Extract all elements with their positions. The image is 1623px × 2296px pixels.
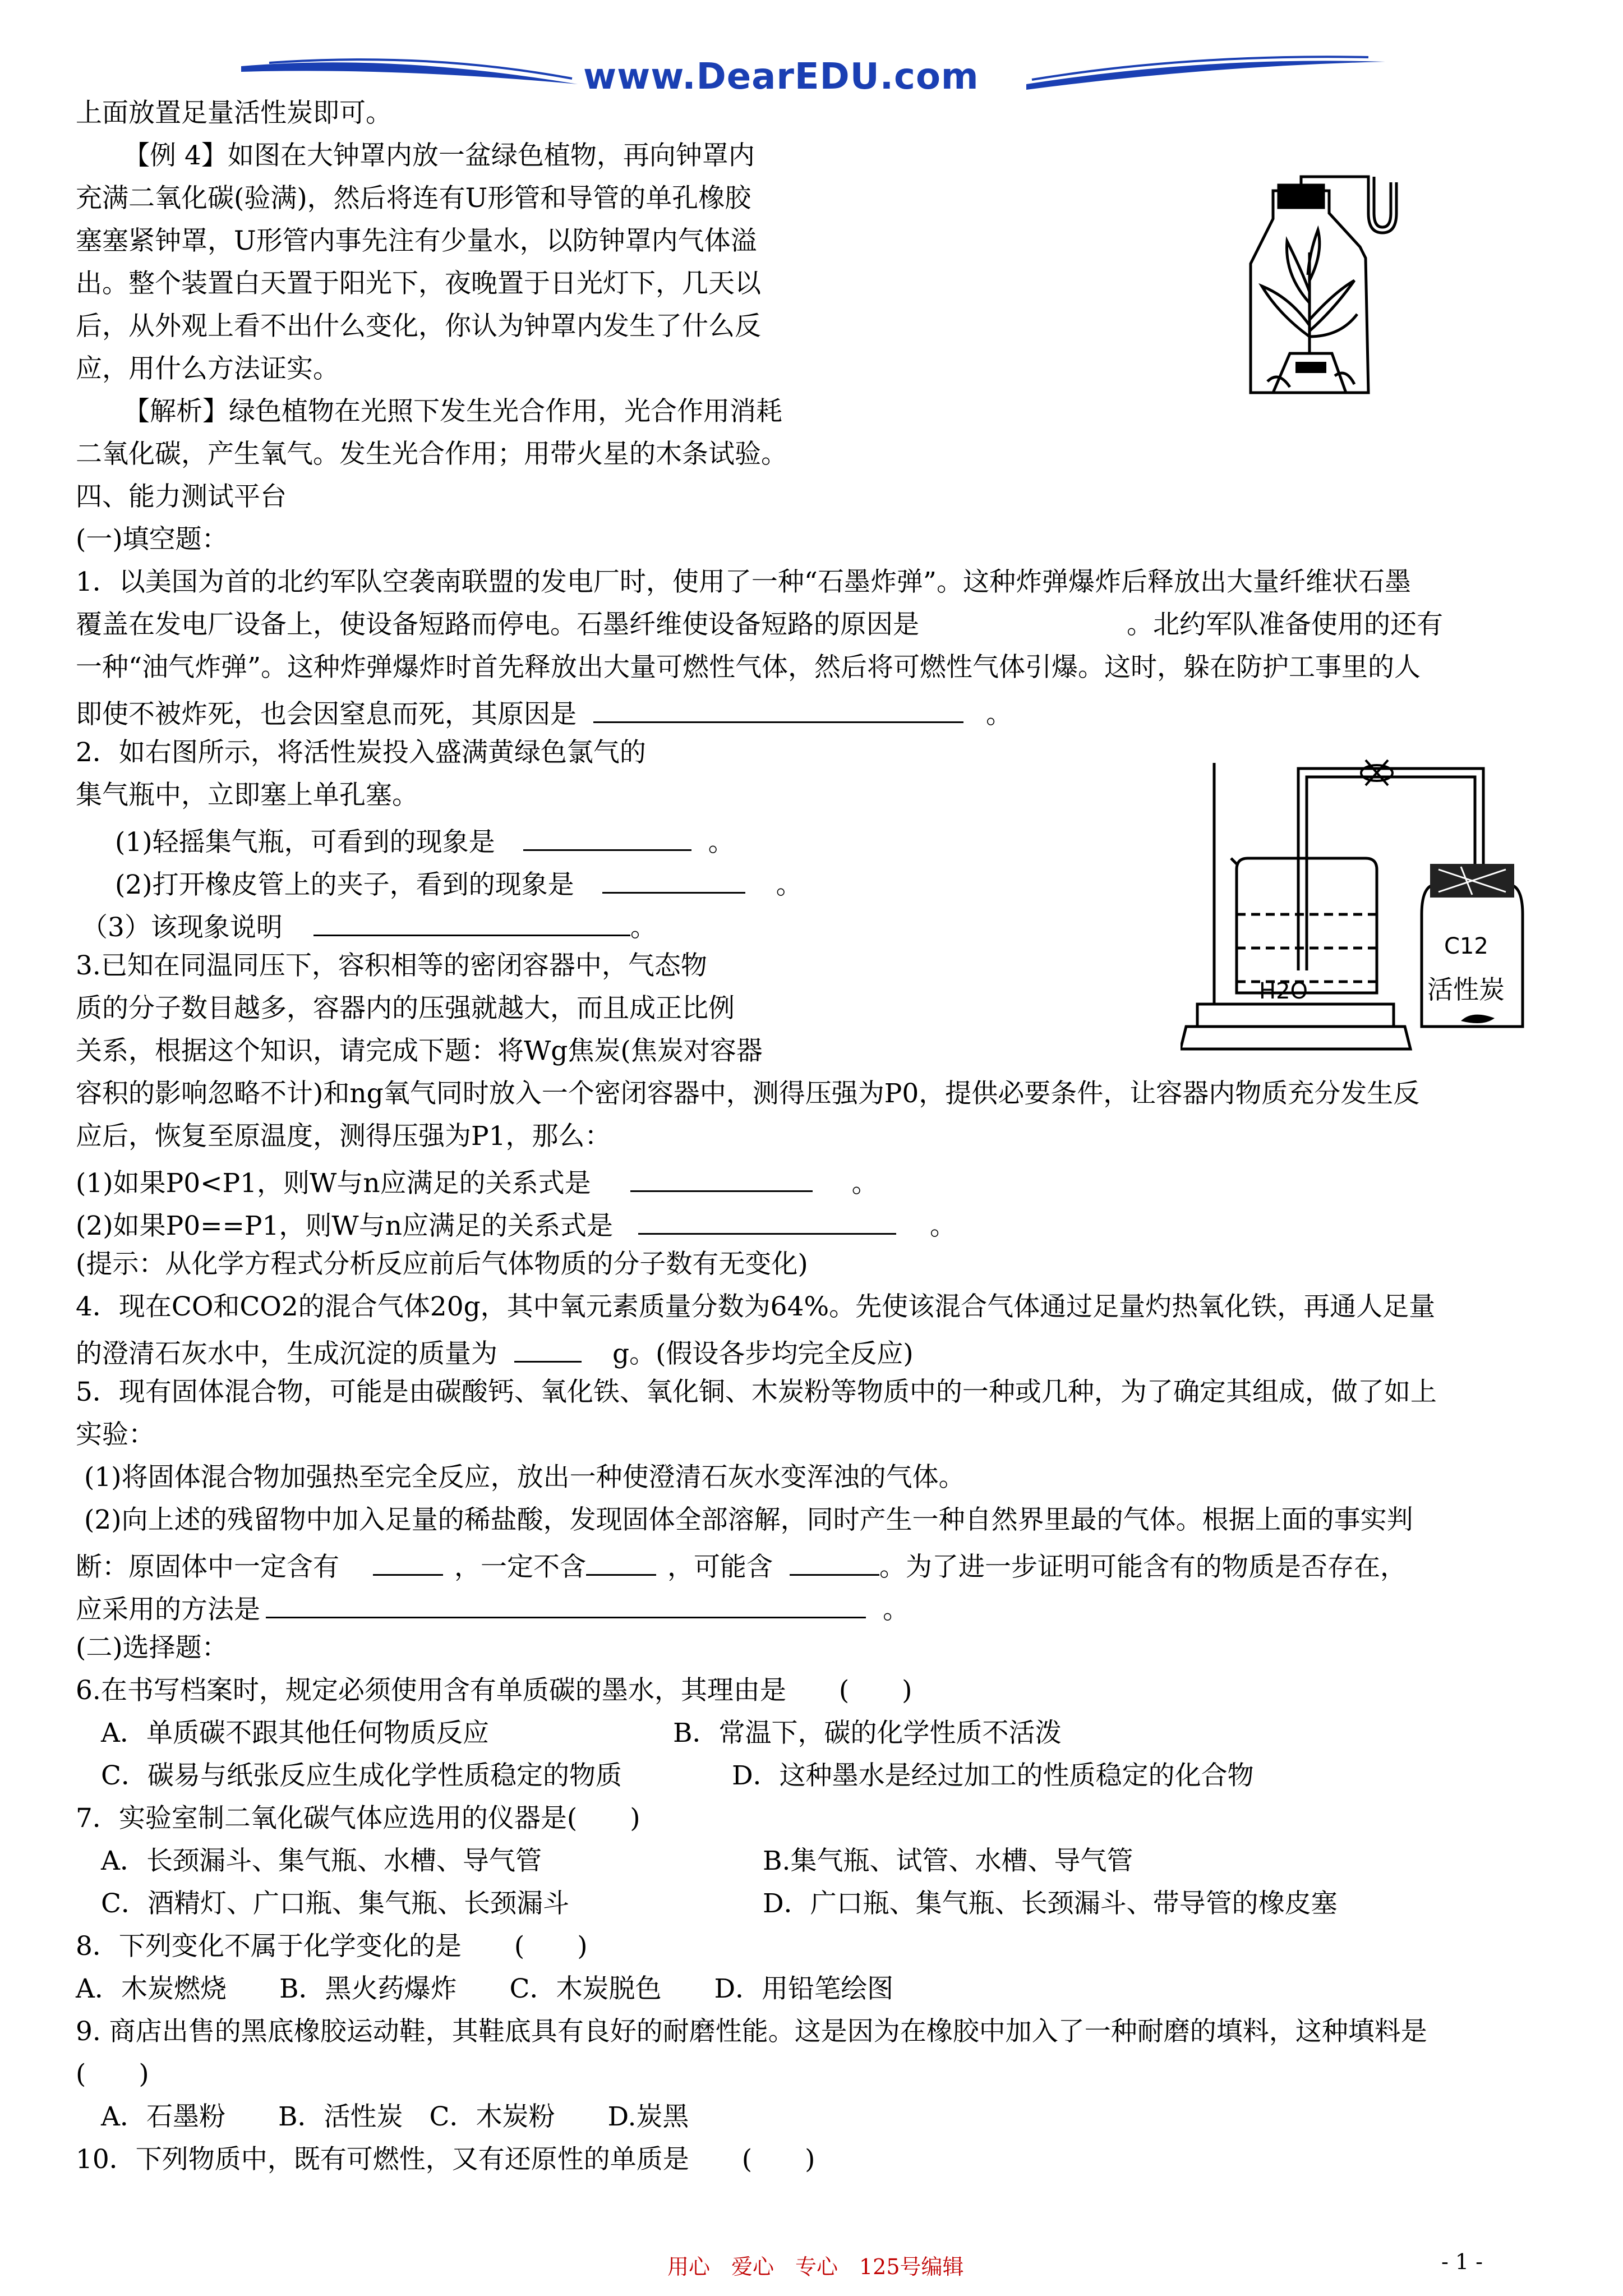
site-title: www.DearEDU.com bbox=[583, 56, 979, 98]
water-label: H2O bbox=[1259, 978, 1308, 1004]
text-fragment: ，可能含 bbox=[667, 1552, 773, 1582]
text-fragment: 覆盖在发电厂设备上，使设备短路而停电。石墨纤维使设备短路的原因是 bbox=[76, 609, 919, 640]
text-line: 集气瓶中，立即塞上单孔塞。 bbox=[76, 780, 418, 811]
text-line: 关系，根据这个知识，请完成下题：将Wg焦炭(焦炭对容器 bbox=[76, 1036, 763, 1066]
text-line: 二氧化碳，产生氧气。发生光合作用；用带火星的木条试验。 bbox=[76, 439, 787, 470]
text-line bbox=[115, 867, 803, 898]
text-line: 充满二氧化碳(验满)，然后将连有U形管和导管的单孔橡胶 bbox=[76, 183, 751, 214]
text-line: (提示：从化学方程式分析反应前后气体物质的分子数有无变化) bbox=[76, 1249, 808, 1280]
footer-note: 用心 爱心 专心 125号编辑 bbox=[667, 2254, 964, 2279]
text-line: 容积的影响忽略不计)和ng氧气同时放入一个密闭容器中，测得压强为P0，提供必要条件，让容器内物质充分发生反 bbox=[76, 1078, 1420, 1109]
answer-blank[interactable] bbox=[313, 910, 630, 936]
option-line: D．广口瓶、集气瓶、长颈漏斗、带导管的橡皮塞 bbox=[763, 1888, 1338, 1919]
text-line: ( ) bbox=[76, 2059, 149, 2090]
option-line: A．木炭燃烧 B．黑火药爆炸 C．木炭脱色 D．用铅笔绘图 bbox=[76, 1973, 894, 2004]
text-line bbox=[81, 910, 657, 941]
text-fragment: （3）该现象说明 bbox=[81, 912, 283, 943]
page-number: - 1 - bbox=[1441, 2249, 1483, 2274]
text-fragment: 的澄清石灰水中，生成沉淀的质量为 bbox=[76, 1338, 497, 1369]
option-line: A．单质碳不跟其他任何物质反应 bbox=[101, 1718, 489, 1749]
text-line bbox=[76, 1166, 878, 1197]
text-line: 上面放置足量活性炭即可。 bbox=[76, 98, 392, 128]
question-line: 10．下列物质中，既有可燃性，又有还原性的单质是 ( ) bbox=[76, 2144, 815, 2175]
option-line: D．这种墨水是经过加工的性质稳定的化合物 bbox=[732, 1760, 1254, 1791]
text-fragment: (2)如果P0==P1，则W与n应满足的关系式是 bbox=[76, 1211, 613, 1241]
text-line: 后，从外观上看不出什么变化，你认为钟罩内发生了什么反 bbox=[76, 311, 761, 342]
text-line: 3.已知在同温同压下，容积相等的密闭容器中，气态物 bbox=[76, 950, 707, 981]
text-fragment: g。(假设各步均完全反应) bbox=[612, 1338, 914, 1369]
answer-blank[interactable] bbox=[266, 1592, 866, 1618]
answer-blank[interactable] bbox=[593, 697, 963, 723]
answer-blank[interactable] bbox=[586, 1549, 656, 1576]
question-line: 6.在书写档案时，规定必须使用含有单质碳的墨水，其理由是 ( ) bbox=[76, 1675, 912, 1706]
text-line bbox=[76, 1549, 1407, 1580]
text-fragment: 。为了进一步证明可能含有的物质是否存在， bbox=[879, 1552, 1407, 1582]
text-line: 质的分子数目越多，容器内的压强就越大，而且成正比例 bbox=[76, 993, 735, 1024]
option-line: C．酒精灯、广口瓶、集气瓶、长颈漏斗 bbox=[101, 1888, 569, 1919]
answer-blank[interactable] bbox=[514, 1336, 582, 1363]
text-line: 【例 4】如图在大钟罩内放一盆绿色植物，再向钟罩内 bbox=[123, 140, 755, 171]
text-fragment: 。 bbox=[776, 869, 803, 900]
text-fragment: (2)打开橡皮管上的夹子，看到的现象是 bbox=[115, 869, 574, 900]
text-line: 应后，恢复至原温度，测得压强为P1，那么： bbox=[76, 1121, 611, 1152]
text-fragment: 。 bbox=[708, 827, 735, 858]
text-fragment: 。 bbox=[986, 699, 1012, 730]
text-line: 实验： bbox=[76, 1419, 155, 1450]
text-fragment: 断：原固体中一定含有 bbox=[76, 1552, 339, 1582]
text-fragment: (1)轻摇集气瓶，可看到的现象是 bbox=[115, 827, 495, 858]
text-line: 【解析】绿色植物在光照下发生光合作用，光合作用消耗 bbox=[123, 396, 782, 427]
option-line: B．常温下，碳的化学性质不活泼 bbox=[673, 1718, 1062, 1749]
gas-label: C12 bbox=[1444, 933, 1488, 959]
answer-blank[interactable] bbox=[373, 1549, 443, 1576]
text-line bbox=[76, 611, 1443, 638]
bell-jar-figure bbox=[1239, 168, 1430, 404]
subsection-heading: (二)选择题： bbox=[76, 1632, 228, 1663]
answer-blank[interactable] bbox=[638, 1208, 896, 1235]
text-line: 出。整个装置白天置于阳光下，夜晚置于日光灯下，几天以 bbox=[76, 268, 761, 299]
text-fragment: (1)如果P0<P1，则W与n应满足的关系式是 bbox=[76, 1168, 591, 1199]
text-fragment: 应采用的方法是 bbox=[76, 1594, 260, 1625]
text-line: (2)向上述的残留物中加入足量的稀盐酸，发现固体全部溶解，同时产生一种自然界里最的气体。根据上面的事实判 bbox=[84, 1504, 1413, 1535]
text-fragment: ，一定不含 bbox=[454, 1552, 586, 1582]
apparatus-figure bbox=[1181, 746, 1562, 1060]
option-line: B.集气瓶、试管、水槽、导气管 bbox=[763, 1846, 1133, 1876]
question-line: 7．实验室制二氧化碳气体应选用的仪器是( ) bbox=[76, 1803, 640, 1834]
text-line bbox=[76, 1208, 956, 1239]
section-heading: 四、能力测试平台 bbox=[76, 481, 287, 512]
text-fragment: 。北约军队准备使用的还有 bbox=[1127, 609, 1443, 640]
option-line: C．碳易与纸张反应生成化学性质稳定的物质 bbox=[101, 1760, 622, 1791]
text-line bbox=[76, 1336, 914, 1367]
answer-blank[interactable] bbox=[523, 825, 691, 851]
text-line: 一种“油气炸弹”。这种炸弹爆炸时首先释放出大量可燃性气体，然后将可燃性气体引爆。这时，躲在防护工事里的人 bbox=[76, 652, 1421, 683]
text-line bbox=[76, 697, 1012, 728]
text-line: 应，用什么方法证实。 bbox=[76, 353, 339, 384]
option-line: A．石墨粉 B．活性炭 C．木炭粉 D.炭黑 bbox=[101, 2101, 689, 2132]
text-line: 2．如右图所示，将活性炭投入盛满黄绿色氯气的 bbox=[76, 737, 646, 768]
question-line: 8．下列变化不属于化学变化的是 ( ) bbox=[76, 1931, 588, 1962]
text-fragment: 。 bbox=[630, 912, 657, 943]
text-line bbox=[115, 825, 735, 858]
answer-blank[interactable] bbox=[602, 867, 745, 894]
text-line: (1)将固体混合物加强热至完全反应，放出一种使澄清石灰水变浑浊的气体。 bbox=[84, 1462, 965, 1493]
text-fragment: 即使不被炸死，也会因窒息而死，其原因是 bbox=[76, 699, 577, 730]
text-line: 4．现在CO和CO2的混合气体20g，其中氧元素质量分数为64%。先使该混合气体通过足量灼热氧化铁，再通人足量 bbox=[76, 1291, 1436, 1322]
text-fragment: 。 bbox=[929, 1211, 956, 1241]
text-line: 塞塞紧钟罩，U形管内事先注有少量水，以防钟罩内气体溢 bbox=[76, 226, 757, 256]
answer-blank[interactable] bbox=[790, 1549, 879, 1576]
text-line bbox=[76, 1592, 909, 1623]
option-line: A．长颈漏斗、集气瓶、水槽、导气管 bbox=[101, 1846, 542, 1876]
question-line: 9. 商店出售的黑底橡胶运动鞋，其鞋底具有良好的耐磨性能。这是因为在橡胶中加入了一种耐磨的填料，这种填料是 bbox=[76, 2016, 1427, 2047]
text-fragment: 。 bbox=[851, 1168, 878, 1199]
subsection-heading: (一)填空题： bbox=[76, 524, 228, 555]
text-fragment: 。 bbox=[883, 1594, 909, 1625]
text-line: 1．以美国为首的北约军队空袭南联盟的发电厂时，使用了一种“石墨炸弹”。这种炸弹爆炸后释放出大量纤维状石墨 bbox=[76, 567, 1411, 597]
text-line: 5．现有固体混合物，可能是由碳酸钙、氧化铁、氧化铜、木炭粉等物质中的一种或几种，为了确定其组成，做了如上 bbox=[76, 1377, 1437, 1407]
answer-blank[interactable] bbox=[630, 1166, 813, 1192]
carbon-label: 活性炭 bbox=[1427, 974, 1505, 1005]
